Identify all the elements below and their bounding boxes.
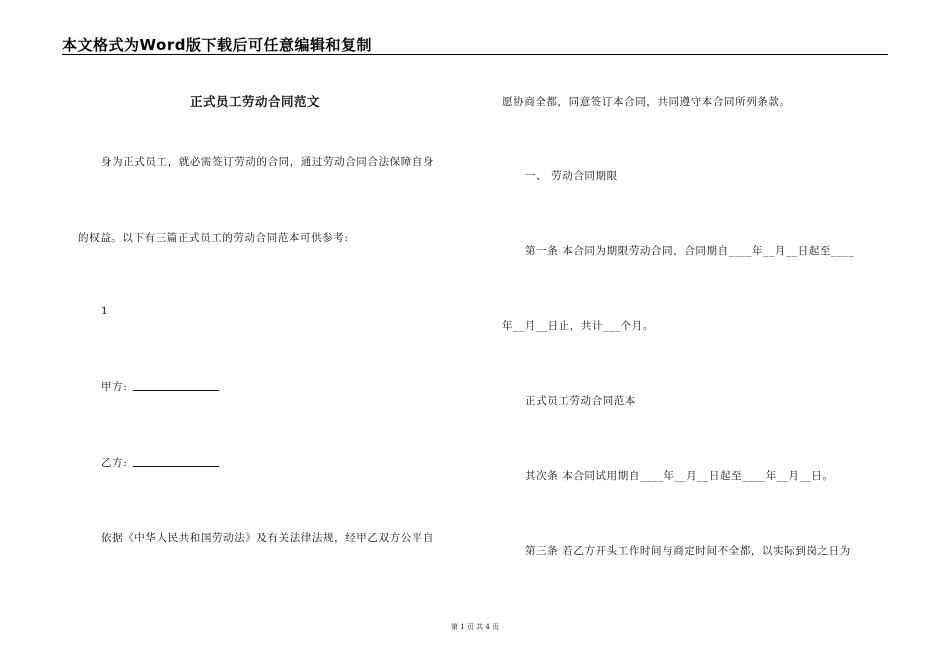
legal-basis-line: 依据《中华人民共和国劳动法》及有关法律法规，经甲乙双方公平自 <box>101 532 434 544</box>
article-1-line-2: 年__月__日止，共计___个月。 <box>502 320 654 332</box>
intro-line-1: 身为正式员工，就必需签订劳动的合同，通过劳动合同合法保障自身 <box>101 156 434 168</box>
party-a-blank <box>133 390 219 391</box>
agreement-continuation: 愿协商全都，同意签订本合同，共同遵守本合同所列条款。 <box>502 96 791 108</box>
party-a-line <box>101 379 219 394</box>
section-number: 1 <box>101 305 109 317</box>
party-b-line <box>101 455 219 470</box>
page-number: 第 1 页 共 4 页 <box>450 623 500 631</box>
party-b-blank <box>133 466 219 467</box>
document-title: 正式员工劳动合同范文 <box>190 94 321 109</box>
section-heading-term: 一、 劳动合同期限 <box>525 170 618 182</box>
article-3: 第三条 若乙方开头工作时间与商定时间不全都，以实际到岗之日为 <box>525 545 851 557</box>
party-b-label: 乙方: <box>101 457 128 469</box>
article-1-line-1: 第一条 本合同为期限劳动合同，合同期自____年__月__日起至____ <box>525 245 855 257</box>
intro-line-2: 的权益。以下有三篇正式员工的劳动合同范本可供参考: <box>78 232 349 244</box>
article-2: 其次条 本合同试用期自____年__月__日起至____年__月__日。 <box>525 470 834 482</box>
download-banner: 本文格式为Word版下载后可任意编辑和复制 <box>62 36 372 54</box>
party-a-label: 甲方: <box>101 381 128 393</box>
sample-heading: 正式员工劳动合同范本 <box>525 395 636 407</box>
header-divider <box>62 54 888 55</box>
